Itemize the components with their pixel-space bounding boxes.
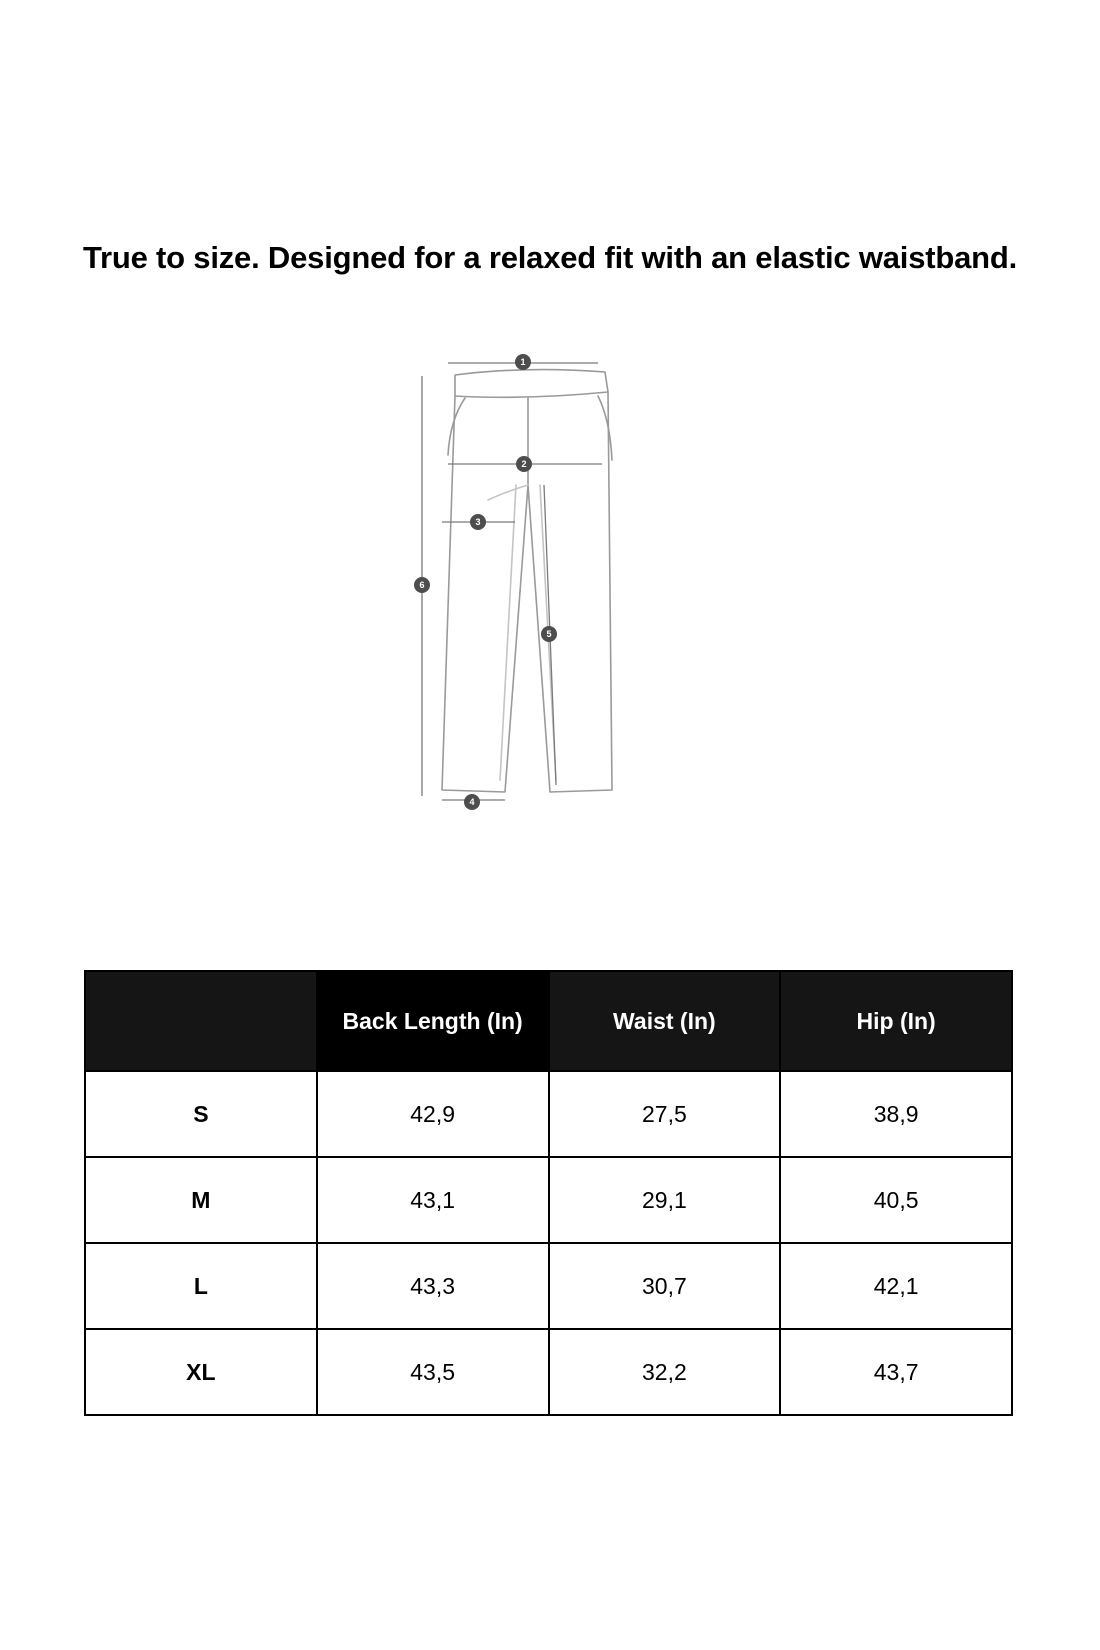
marker-6-label: 6 [419, 580, 425, 590]
size-chart-table [84, 970, 1013, 1416]
back-length-cell: 43,3 [317, 1243, 549, 1329]
table-row [85, 1071, 1012, 1157]
size-cell: L [85, 1243, 317, 1329]
size-cell: S [85, 1071, 317, 1157]
size-cell: M [85, 1157, 317, 1243]
marker-2-label: 2 [521, 459, 527, 469]
hip-cell: 43,7 [780, 1329, 1012, 1415]
size-note-headline: True to size. Designed for a relaxed fit with an elastic waistband. [82, 240, 1018, 275]
header-size-column [85, 971, 317, 1071]
pants-outline-icon [419, 357, 670, 860]
marker-3-label: 3 [475, 517, 481, 527]
header-hip: Hip (In) [780, 971, 1012, 1071]
size-cell: XL [85, 1329, 317, 1415]
back-length-cell: 42,9 [317, 1071, 549, 1157]
waist-cell: 27,5 [549, 1071, 781, 1157]
marker-1-label: 1 [520, 357, 526, 367]
hip-cell: 42,1 [780, 1243, 1012, 1329]
hip-cell: 38,9 [780, 1071, 1012, 1157]
back-length-cell: 43,1 [317, 1157, 549, 1243]
marker-5-label: 5 [546, 629, 552, 639]
table-row [85, 1157, 1012, 1243]
header-waist: Waist (In) [549, 971, 781, 1071]
table-row [85, 1243, 1012, 1329]
table-row [85, 1329, 1012, 1415]
header-back-length: Back Length (In) [317, 971, 549, 1071]
hip-cell: 40,5 [780, 1157, 1012, 1243]
back-length-cell: 43,5 [317, 1329, 549, 1415]
table-header-row [85, 971, 1012, 1071]
pants-measurement-diagram [419, 357, 670, 860]
waist-cell: 29,1 [549, 1157, 781, 1243]
waist-cell: 32,2 [549, 1329, 781, 1415]
marker-4-label: 4 [469, 797, 475, 807]
waist-cell: 30,7 [549, 1243, 781, 1329]
